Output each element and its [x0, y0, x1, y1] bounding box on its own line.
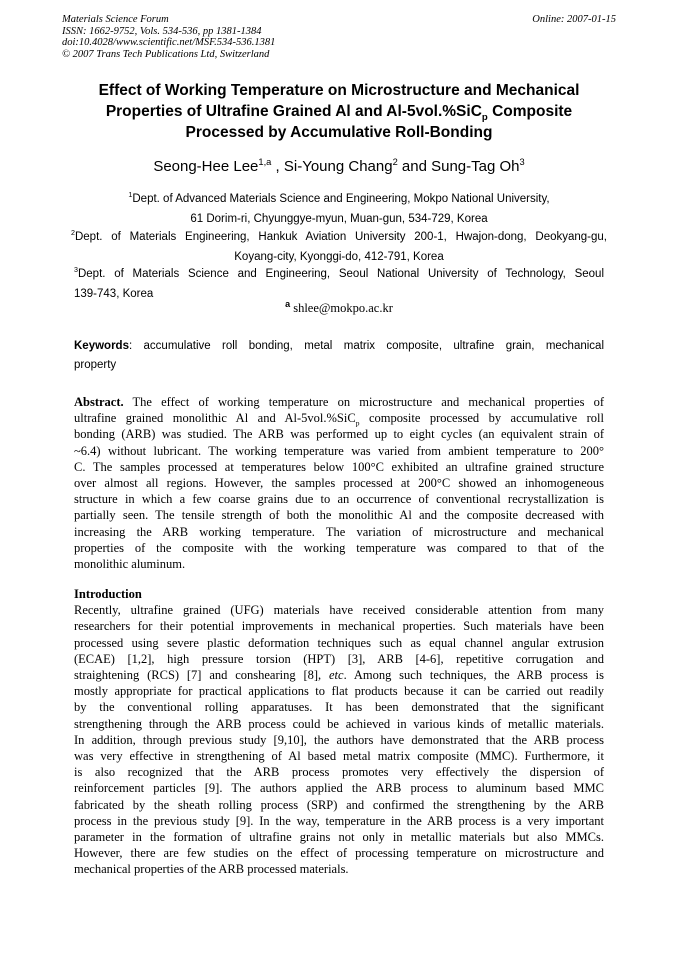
abstract-line: bonding (ARB) was studied. The ARB was performed up to eight cycles (an equivalent strain of [74, 427, 604, 442]
paper-title [60, 80, 618, 143]
intro-line: was very effective in strengthening of Al based metal matrix composite (MMC). Furthermore, it [74, 749, 604, 764]
affiliation-1 [74, 189, 604, 229]
doi-line: doi:10.4028/www.scientific.net/MSF.534-536.1381 [62, 37, 276, 48]
intro-line: process in the previous study [9]. In the way, temperature in the ARB process is a very important [74, 813, 604, 828]
author-2-affiliation: 2 [392, 157, 398, 167]
contact-email [74, 298, 604, 318]
keywords-line-1 [74, 337, 604, 356]
abstract-section [74, 394, 604, 572]
affiliation-text: Dept. of Advanced Materials Science and Engineering, Mokpo National University, [132, 193, 550, 205]
section-heading: Introduction [74, 587, 142, 601]
title-line-2-text: Properties of Ultrafine Grained Al and Al-5vol.%SiC [105, 103, 482, 120]
keywords-label: Keywords [74, 340, 129, 352]
affiliation-number: 1 [128, 191, 133, 200]
abstract-line: increasing the ARB working temperature. The variation of microstructure and mechanical [74, 524, 604, 539]
intro-line [74, 667, 604, 683]
intro-text: . Among such techniques, the ARB process is [343, 668, 604, 683]
keywords-text: : accumulative roll bonding, metal matrix composite, ultrafine grain, mechanical [128, 340, 604, 352]
abstract-line: ~6.4) without lubricant. The working temperature was varied from ambient temperature to 200° [74, 443, 604, 458]
abstract-line [74, 394, 604, 410]
intro-line: Recently, ultrafine grained (UFG) materials have received considerable attention from many [74, 603, 604, 618]
issn-line: ISSN: 1662-9752, Vols. 534-536, pp 1381-1384 [62, 25, 262, 37]
intro-line: processed using severe plastic deformation techniques such as equal channel angular extrusion [74, 635, 604, 650]
intro-line: mechanical properties of the ARB processed materials. [74, 862, 349, 877]
copyright-line: © 2007 Trans Tech Publications Ltd, Switzerland [62, 48, 270, 60]
author-list [60, 157, 618, 177]
abstract-line: monolithic aluminum. [74, 557, 186, 572]
title-line-2 [60, 101, 618, 122]
intro-line: In addition, through previous study [9,10], the authors have demonstrated that the ARB process [74, 732, 604, 747]
intro-line: strengthening through the ARB process could be achieved in various kinds of metallic materials. [74, 716, 604, 731]
affiliation-2-line-1 [71, 227, 607, 247]
affiliation-number: 3 [74, 266, 78, 275]
title-line-3: Processed by Accumulative Roll-Bonding [185, 124, 493, 141]
abstract-line [74, 410, 604, 426]
affiliation-number: 2 [71, 229, 75, 238]
intro-line: reinforcement particles [9]. The authors applied the ARB process to aluminum based MMC [74, 781, 604, 796]
affiliation-text: Dept. of Materials Engineering, Hankuk Aviation University 200-1, Hwajon-dong, Deokyang-gu, [74, 231, 607, 243]
intro-line: researchers for their potential improvements in mechanical properties. Such materials have been [74, 619, 604, 634]
journal-header [62, 14, 616, 60]
abstract-label: Abstract. [74, 395, 124, 409]
title-subscript: p [481, 112, 488, 124]
journal-name: Materials Science Forum [62, 14, 169, 25]
abstract-text: The effect of working temperature on microstructure and mechanical properties of [123, 395, 604, 409]
abstract-line: over almost all regions. However, the samples processed at 200°C showed an inhomogeneous [74, 476, 604, 491]
online-date: Online: 2007-01-15 [532, 14, 616, 25]
affiliation-3-line-1 [74, 264, 604, 284]
abstract-line: properties of the composite with the working temperature was compared to that of the [74, 540, 604, 555]
author-2: Si-Young Chang [283, 158, 393, 175]
keywords-line-2: property [74, 359, 117, 371]
abstract-text: composite processed by accumulative roll [359, 411, 604, 426]
abstract-subscript: p [355, 418, 360, 428]
keywords-section [74, 337, 604, 375]
affiliation-2-line-2: Koyang-city, Kyonggi-do, 412-791, Korea [234, 251, 444, 263]
title-line-2-end: Composite [487, 103, 573, 120]
author-3-affiliation: 3 [519, 157, 525, 167]
title-line-1: Effect of Working Temperature on Microstructure and Mechanical [98, 82, 580, 99]
introduction-section [74, 586, 604, 878]
email-marker: a [285, 298, 291, 309]
intro-line: is also recognized that the ARB process promotes very effectively the dispersion of [74, 765, 604, 780]
author-separator: and [397, 158, 432, 175]
email-address: shlee@mokpo.ac.kr [290, 301, 393, 315]
intro-line: fabricated by the sheath rolling process (SRP) and confirmed the strengthening by the ARB [74, 797, 604, 812]
intro-text: straightening (RCS) [7] and conshearing [8], [74, 668, 329, 683]
intro-line: parameter in the formation of ultrafine grains not only in metallic materials but also MMCs. [74, 830, 604, 845]
abstract-line: C. The samples processed at temperatures below 100°C exhibited an ultrafine grained structure [74, 459, 604, 474]
author-3: Sung-Tag Oh [431, 158, 520, 175]
intro-line: mostly appropriate for practical applications to flat products because it can be carried out readily [74, 684, 604, 699]
intro-line: (ECAE) [1,2], high pressure torsion (HPT) [3], ARB [4-6], repetitive corrugation and [74, 651, 604, 666]
affiliation-3-line-2: 139-743, Korea [74, 288, 154, 300]
affiliation-2 [71, 227, 607, 267]
abstract-text: ultrafine grained monolithic Al and Al-5vol.%SiC [74, 411, 356, 426]
intro-italic: etc [328, 668, 344, 683]
affiliation-1-line-1 [74, 189, 604, 209]
abstract-line: structure in which a few coarse grains due to an occurrence of conventional recrystallization is [74, 492, 604, 507]
intro-line: by the conventional rolling apparatuses. It has been demonstrated that the significant [74, 700, 604, 715]
affiliation-text: Dept. of Materials Science and Engineering, Seoul National University of Technology, Seoul [77, 268, 604, 280]
intro-line: However, there are few studies on the effect of processing temperature on microstructure and [74, 846, 604, 861]
author-1: Seong-Hee Lee [153, 158, 259, 175]
author-separator: , [271, 158, 284, 175]
affiliation-1-line-2: 61 Dorim-ri, Chyunggye-myun, Muan-gun, 534-729, Korea [190, 213, 488, 225]
abstract-line: partially seen. The tensile strength of both the monolithic Al and the composite decreased with [74, 508, 604, 523]
author-1-affiliation: 1,a [258, 157, 272, 167]
